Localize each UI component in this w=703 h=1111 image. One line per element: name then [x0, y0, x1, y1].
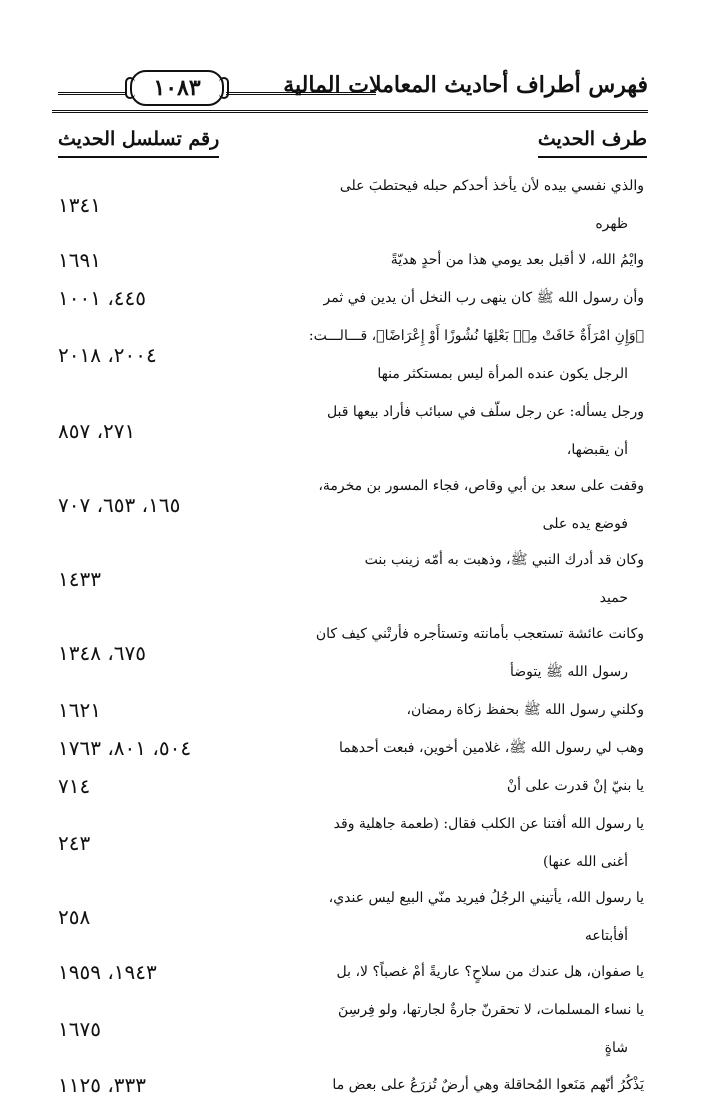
entry-text: وكلني رسول الله ﷺ بحفظ زكاة رمضان،: [406, 702, 644, 718]
running-title: فهرس أطراف أحاديث المعاملات المالية: [283, 72, 648, 98]
column-header-hadith-label: طرف الحديث: [537, 128, 647, 150]
entry-numbers: ٣٣٣، ١١٢٥: [58, 1073, 147, 1097]
entry-text: يَذْكُرُ أنّهم مَنَعوا المُحاقلة وهي أرضٌ تُزرَعُ على بعض ما: [332, 1077, 644, 1093]
index-entry: [40, 467, 648, 543]
entry-continuation: رسول الله ﷺ يتوضأ: [510, 664, 628, 680]
entry-text: ورجل يسأله: عن رجل سلّف في سبائب فأراد بيعها قبل: [326, 404, 644, 420]
entry-text: وهب لي رسول الله ﷺ، غلامين أخوين، فبعت أحدهما: [338, 740, 644, 756]
entry-text: وكان قد أدرك النبي ﷺ، وذهبت به أمّه زينب بنت: [364, 552, 644, 568]
entry-numbers: ١٦٢١: [58, 698, 101, 722]
header-ornament-left: [58, 92, 126, 95]
index-entry: [40, 767, 648, 805]
entry-text: ﴿وَإِنِ امْرَأَةٌ خَافَتْ مِنۢ بَعْلِهَا نُشُوزًا أَوْ إِعْرَاضًا﴾، قـــالـــت:: [308, 328, 644, 344]
entry-continuation: أغنى الله عنها): [542, 854, 628, 870]
index-entry: [40, 729, 648, 767]
entry-numbers: ١٩٤٣، ١٩٥٩: [58, 960, 157, 984]
index-entry: [40, 541, 648, 617]
page-number: ١٠٨٣: [153, 75, 201, 101]
entry-text: يا بنيّ إنْ قدرت على أنْ: [506, 778, 644, 794]
index-entry: [40, 393, 648, 469]
entry-numbers: ١٦٧٥: [58, 1017, 101, 1041]
entry-numbers: ٥٠٤، ٨٠١، ١٧٦٣: [58, 736, 192, 760]
entry-continuation: أفأبتاعه: [584, 928, 628, 944]
entry-text: يا صفوان، هل عندك من سلاحٍ؟ عاريةً أمْ غصباً؟ لا، بل: [336, 964, 644, 980]
entry-text: والذي نفسي بيده لأن يأخذ أحدكم حبله فيحتطبَ على: [339, 178, 644, 194]
entry-text: وقفت على سعد بن أبي وقاص، فجاء المسور بن مخرمة،: [318, 478, 644, 494]
entry-continuation: شاةٍ: [604, 1040, 628, 1056]
entry-continuation: حميد: [599, 590, 628, 606]
entry-text: وأن رسول الله ﷺ كان ينهى رب النخل أن يدين في ثمر: [323, 290, 644, 306]
index-entry: [40, 991, 648, 1067]
index-entry: [40, 953, 648, 991]
entry-numbers: ٢٥٨: [58, 905, 91, 929]
entry-text: وكانت عائشة تستعجب بأمانته وتستأجره فأرتْني كيف كان: [315, 626, 644, 642]
index-entry: [40, 805, 648, 881]
entry-numbers: ٢٤٣: [58, 831, 91, 855]
index-entry: [40, 317, 648, 393]
entry-continuation: أن يقبضها،: [566, 442, 628, 458]
entry-text: وايْمُ الله، لا أقبل بعد يومي هذا من أحدٍ هديّةً: [390, 252, 644, 268]
entry-numbers: ١٣٤١: [58, 193, 101, 217]
entry-numbers: ١٤٣٣: [58, 567, 101, 591]
index-entry: [40, 691, 648, 729]
page-header: [48, 62, 648, 108]
index-entry: [40, 279, 648, 317]
index-entry: [40, 1066, 648, 1104]
entry-numbers: ١٦٥، ٦٥٣، ٧٠٧: [58, 493, 181, 517]
entry-text: يا رسول الله، يأتيني الرجُلُ فيريد منّي البيع ليس عندي،: [328, 890, 644, 906]
column-header-number-label: رقم تسلسل الحديث: [58, 128, 220, 150]
entry-continuation: ظهره: [595, 216, 628, 232]
entry-text: يا رسول الله أفتنا عن الكلب فقال: (طعمة جاهلية وقد: [333, 816, 644, 832]
entry-numbers: ٦٧٥، ١٣٤٨: [58, 641, 147, 665]
index-entry: [40, 879, 648, 955]
entry-numbers: ٢٠٠٤، ٢٠١٨: [58, 343, 157, 367]
entry-numbers: ٤٤٥، ١٠٠١: [58, 286, 147, 310]
entry-numbers: ٢٧١، ٨٥٧: [58, 419, 136, 443]
entry-numbers: ٧١٤: [58, 774, 91, 798]
index-entry: [40, 241, 648, 279]
entry-continuation: فوضع يده على: [542, 516, 628, 532]
entry-text: يا نساء المسلمات، لا تحقرنّ جارةٌ لجارتها، ولو فِرسِنَ: [338, 1002, 644, 1018]
index-entry: [40, 615, 648, 691]
column-header-hadith: [538, 128, 647, 150]
index-entry: [40, 167, 648, 243]
page-number-badge: [130, 70, 224, 106]
entry-continuation: الرجل يكون عنده المرأة ليس بمستكثر منها: [377, 366, 628, 382]
entry-numbers: ١٦٩١: [58, 248, 101, 272]
column-header-number: [58, 128, 219, 150]
header-rule: [52, 110, 648, 113]
